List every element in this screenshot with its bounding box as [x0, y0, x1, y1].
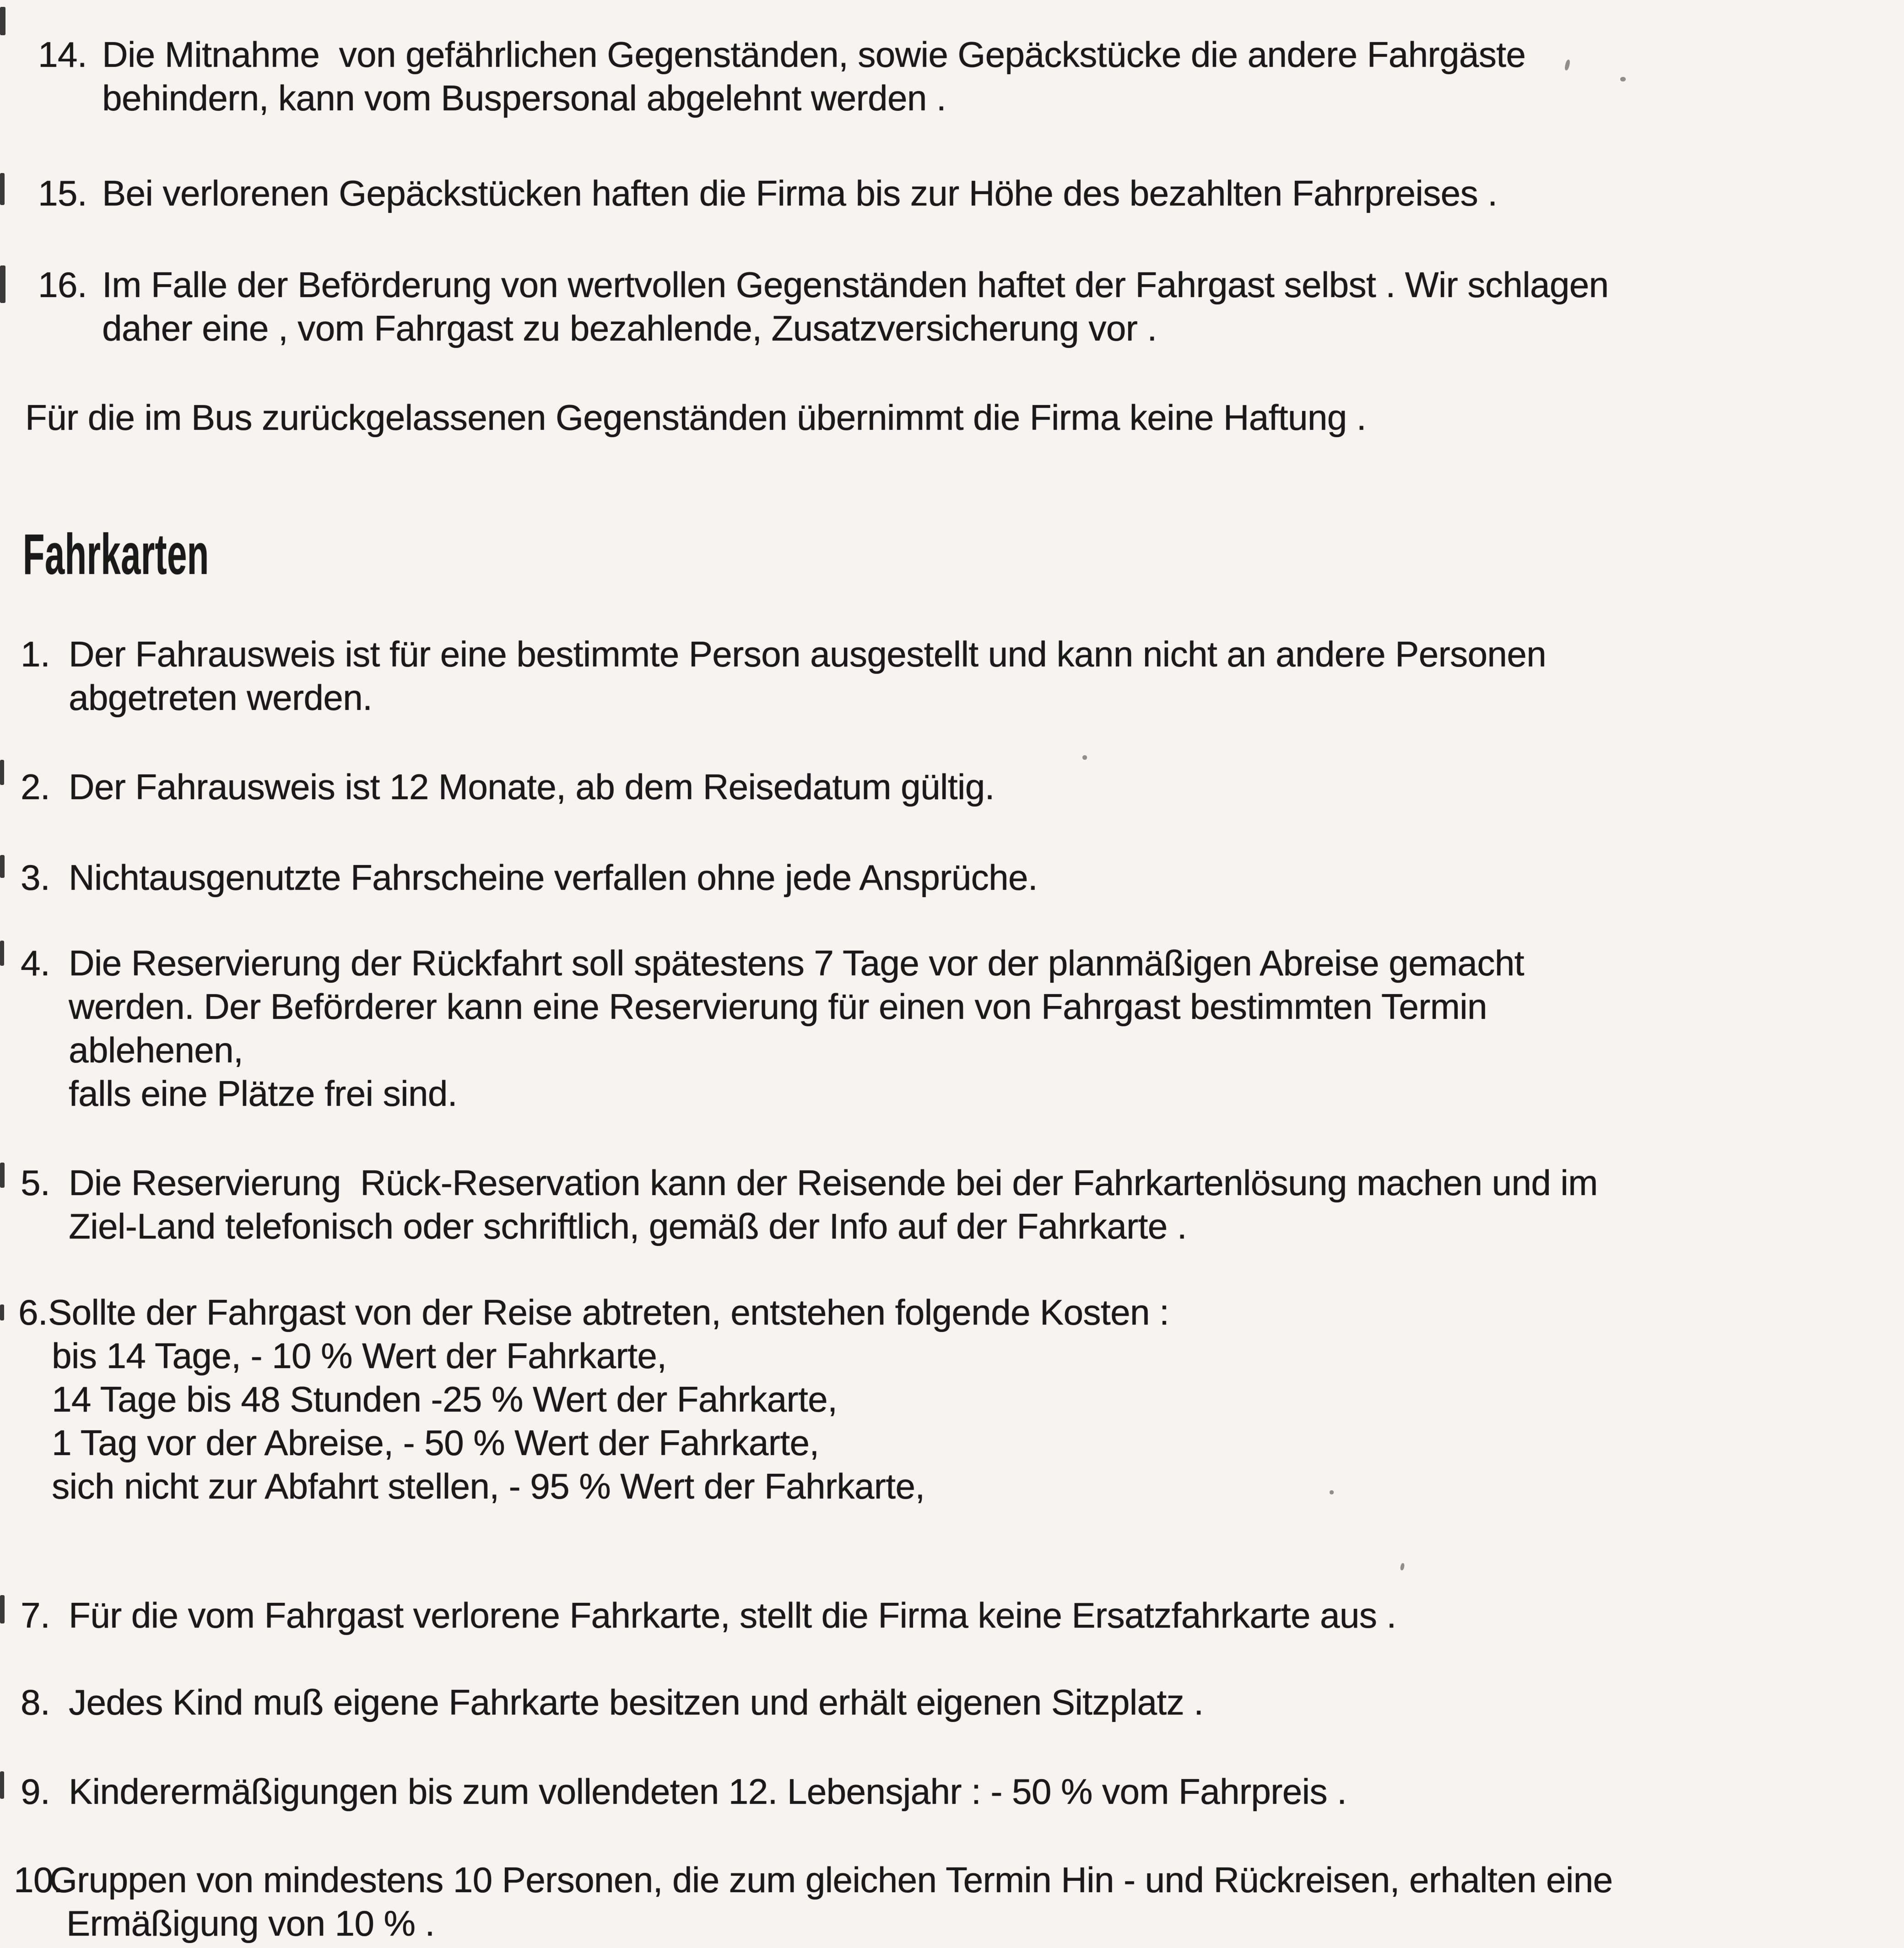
list-item-8 [0, 1681, 1904, 1724]
scan-speck [1082, 755, 1087, 760]
item-number: 6. [18, 1292, 48, 1332]
item-number: 10. [14, 1860, 63, 1900]
item-line [38, 263, 1904, 307]
item-line: bis 14 Tage, - 10 % Wert der Fahrkarte, [52, 1336, 667, 1376]
item-line: Ermäßigung von 10 % . [66, 1903, 435, 1943]
list-item-2 [0, 765, 1904, 809]
list-item-15 [0, 172, 1904, 215]
item-line [21, 1594, 1904, 1637]
scan-edge-artifact [0, 1304, 4, 1320]
item-number: 16. [38, 265, 87, 305]
item-number: 14. [38, 34, 87, 75]
item-line: werden. Der Beförderer kann eine Reservierung für einen von Fahrgast bestimmten Termin [69, 986, 1487, 1027]
scan-edge-artifact [0, 760, 4, 785]
item-line [21, 856, 1904, 899]
list-item-10 [0, 1858, 1904, 1945]
list-item-16 [0, 263, 1904, 350]
section-heading-text: Fahrkarten [23, 523, 209, 586]
item-line: abgetreten werden. [69, 677, 373, 718]
item-text: Im Falle der Beförderung von wertvollen Gegenständen haftet der Fahrgast selbst . Wir schlagen [102, 265, 1609, 305]
item-text: Der Fahrausweis ist 12 Monate, ab dem Reisedatum gültig. [69, 767, 995, 807]
scan-speck [1330, 1490, 1334, 1494]
section-heading [0, 525, 1904, 584]
item-number: 4. [21, 943, 50, 983]
list-item-9 [0, 1770, 1904, 1813]
scan-edge-artifact [0, 855, 5, 878]
item-line: ablehenen, [69, 1030, 243, 1070]
list-item-7 [0, 1594, 1904, 1637]
item-line [21, 1770, 1904, 1813]
item-number: 9. [21, 1771, 50, 1812]
item-text: Die Mitnahme von gefährlichen Gegenständen, sowie Gepäckstücke die andere Fahrgäste [102, 34, 1526, 75]
item-text: Die Reservierung der Rückfahrt soll spätestens 7 Tage vor der planmäßigen Abreise gemacht [69, 943, 1524, 983]
item-text: Kinderermäßigungen bis zum vollendeten 12. Lebensjahr : - 50 % vom Fahrpreis . [69, 1771, 1347, 1812]
item-number: 15. [38, 173, 87, 213]
item-line [21, 633, 1904, 676]
item-text: Bei verlorenen Gepäckstücken haften die Firma bis zur Höhe des bezahlten Fahrpreises . [102, 173, 1498, 213]
item-number: 5. [21, 1163, 50, 1203]
item-line: 1 Tag vor der Abreise, - 50 % Wert der Fahrkarte, [52, 1423, 819, 1463]
item-number: 8. [21, 1682, 50, 1722]
item-line: 14 Tage bis 48 Stunden -25 % Wert der Fahrkarte, [52, 1379, 838, 1419]
item-number: 3. [21, 857, 50, 898]
item-text: Jedes Kind muß eigene Fahrkarte besitzen und erhält eigenen Sitzplatz . [69, 1682, 1204, 1722]
scan-edge-artifact [0, 1595, 5, 1623]
scan-edge-artifact [0, 173, 5, 205]
list-item-14 [0, 33, 1904, 120]
item-line [21, 765, 1904, 809]
list-item-4 [0, 942, 1904, 1115]
item-line [14, 1858, 1904, 1902]
item-line: behindern, kann vom Buspersonal abgelehnt werden . [102, 78, 946, 118]
item-text: Sollte der Fahrgast von der Reise abtreten, entstehen folgende Kosten : [48, 1292, 1169, 1332]
item-number: 2. [21, 767, 50, 807]
item-line: daher eine , vom Fahrgast zu bezahlende, Zusatzversicherung vor . [102, 308, 1157, 348]
item-line [18, 1291, 1904, 1334]
liability-notice: Für die im Bus zurückgelassenen Gegenständen übernimmt die Firma keine Haftung . [25, 397, 1366, 438]
list-item-5 [0, 1161, 1904, 1248]
scan-speck [1400, 1563, 1405, 1570]
item-line: falls eine Plätze frei sind. [69, 1073, 457, 1114]
scan-edge-artifact [0, 941, 4, 966]
item-line [21, 942, 1904, 985]
item-text: Gruppen von mindestens 10 Personen, die zum gleichen Termin Hin - und Rückreisen, erhalten eine [49, 1860, 1613, 1900]
list-item-3 [0, 856, 1904, 899]
item-line [21, 1161, 1904, 1205]
scan-edge-artifact [0, 265, 5, 303]
item-text: Der Fahrausweis ist für eine bestimmte Person ausgestellt und kann nicht an andere Personen [69, 634, 1546, 674]
item-line [38, 172, 1904, 215]
item-line [21, 1681, 1904, 1724]
item-line [38, 33, 1904, 76]
scan-speck [1620, 77, 1626, 81]
scan-edge-artifact [0, 1163, 5, 1188]
scan-edge-artifact [0, 7, 5, 35]
scan-edge-artifact [0, 1771, 4, 1799]
item-line: Ziel-Land telefonisch oder schriftlich, gemäß der Info auf der Fahrkarte . [69, 1206, 1187, 1246]
item-number: 7. [21, 1595, 50, 1635]
item-text: Für die vom Fahrgast verlorene Fahrkarte, stellt die Firma keine Ersatzfahrkarte aus . [69, 1595, 1396, 1635]
item-line: sich nicht zur Abfahrt stellen, - 95 % Wert der Fahrkarte, [52, 1466, 925, 1506]
item-text: Nichtausgenutzte Fahrscheine verfallen ohne jede Ansprüche. [69, 857, 1038, 898]
list-item-1 [0, 633, 1904, 720]
list-item-6 [0, 1291, 1904, 1508]
item-text: Die Reservierung Rück-Reservation kann der Reisende bei der Fahrkartenlösung machen und im [69, 1163, 1598, 1203]
item-number: 1. [21, 634, 50, 674]
